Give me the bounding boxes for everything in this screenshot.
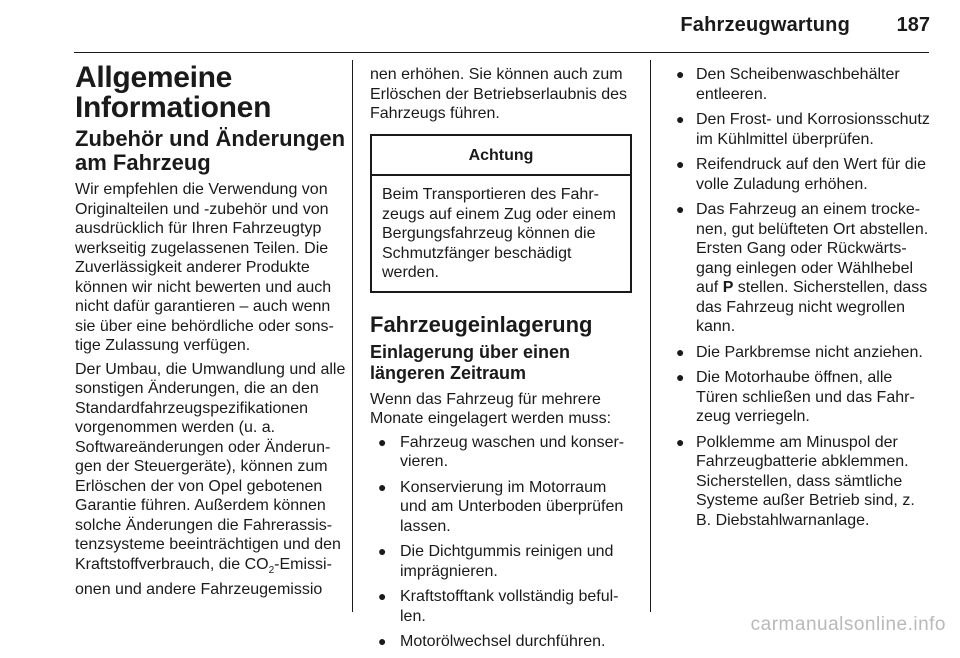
bullet-icon: ● [378, 478, 387, 495]
header-title: Fahrzeugwartung [680, 14, 850, 36]
list-item-text: Motorölwechsel durchführen. [400, 633, 606, 650]
gear-key-p: P [722, 279, 734, 296]
list-item-text: Konservierung im Motorraum und am Unterboden überprüfen lassen. [400, 478, 624, 535]
list-item-text: Polklemme am Minuspol der Fahrzeugbatterie abklemmen. Sicherstellen, dass sämtliche Systeme außer Betrieb sind, z. B. Diebstahlwarnanlage. [696, 433, 915, 529]
column-1 [75, 63, 350, 604]
list-item [370, 542, 632, 581]
heading-fahrzeugeinlagerung: Fahrzeugeinlagerung [370, 311, 593, 337]
column-divider-2 [650, 60, 651, 612]
bullet-icon: ● [378, 633, 387, 649]
list-item-text: Den Scheibenwaschbehälter entleeren. [696, 66, 900, 103]
list-item [370, 587, 632, 626]
bullet-icon: ● [676, 343, 685, 360]
paragraph-parts-recommendation: Wir empfehlen die Verwendung von Originalteilen und -zubehör und von ausdrücklich für Ihren Fahrzeugtyp werkseitig zugelassenen Teilen. Die Zuverlässigkeit anderer Produkte können wir nicht bewerten und auch nicht dafür garantieren – auch wenn sie über eine behördliche oder sonstige Zulassung verfügen. [75, 181, 334, 354]
storage-list-continued [670, 65, 932, 530]
page-header [0, 0, 960, 52]
list-item [670, 343, 932, 363]
storage-list [370, 433, 632, 652]
list-item-text: Die Motorhaube öffnen, alle Türen schließen und das Fahrzeug verriegeln. [696, 369, 915, 425]
list-item-text-end: stellen. Sicherstellen, dass das Fahrzeug nicht wegrollen kann. [696, 279, 928, 335]
header-rule [74, 52, 929, 53]
column-2 [370, 65, 632, 658]
page-number: 187 [896, 14, 930, 36]
list-item [670, 200, 932, 337]
bullet-icon: ● [676, 66, 685, 82]
bullet-icon: ● [676, 201, 685, 217]
bullet-icon: ● [676, 156, 685, 172]
list-item-text: Reifendruck auf den Wert für die volle Zuladung erhöhen. [696, 156, 927, 193]
list-item [670, 110, 932, 149]
paragraph-continued: nen erhöhen. Sie können auch zum Erlöschen der Betriebserlaubnis des Fahrzeugs führen. [370, 66, 628, 122]
section-heading-allgemeine: Allgemeine Informationen [75, 61, 272, 124]
list-item-text: Fahrzeug waschen und konservieren. [400, 433, 625, 470]
list-item [670, 65, 932, 104]
subheading-einlagerung: Einlagerung über einen längeren Zeitraum [370, 341, 571, 383]
caution-text: Beim Transportieren des Fahrzeugs auf einem Zug oder einem Bergungsfahrzeug können die Schmutzfänger beschädigt werden. [382, 186, 616, 281]
subheading-zubehoer: Zubehör und Änderungen am Fahrzeug [75, 126, 346, 175]
co2-subscript: 2 [268, 564, 275, 576]
bullet-icon: ● [378, 433, 387, 450]
column-3 [670, 65, 932, 536]
list-item-text: Die Dichtgummis reinigen und imprägnieren. [400, 543, 614, 580]
list-item-text: Den Frost- und Korrosionsschutz im Kühlmittel überprüfen. [696, 111, 930, 148]
list-item [370, 433, 632, 472]
storage-intro: Wenn das Fahrzeug für mehrere Monate eingelagert werden muss: [370, 390, 612, 427]
column-divider-1 [352, 60, 353, 612]
bullet-icon: ● [676, 111, 685, 127]
caution-box [370, 134, 632, 293]
list-item-text: Kraftstofftank vollständig befullen. [400, 588, 619, 625]
list-item-text: Die Parkbremse nicht anziehen. [696, 343, 923, 361]
paragraph-modifications [75, 360, 350, 600]
list-item [670, 433, 932, 531]
list-item-text: Das Fahrzeug an einem trockenen, gut belüfteten Ort abstellen. Ersten Gang oder Rückwärtsgang einlegen oder Wählhebel auf [696, 201, 929, 296]
list-item [670, 155, 932, 194]
watermark: carmanualsonline.info [750, 614, 946, 635]
paragraph-modifications-text: Der Umbau, die Umwandlung und alle sonstigen Änderungen, die an den Standardfahrzeugspezifikationen vorgenommen werden (u. a. Softwareänderungen oder Änderungen der Steuergeräte), können zum Erlöschen der von Opel gebotenen Garantie führen. Außerdem können solche Änderungen die Fahrerassistenzsysteme beeinträchtigen und den Kraftstoffverbrauch, die CO [75, 360, 346, 573]
caution-title: Achtung [372, 136, 630, 177]
paragraph-modifications-text-end: -Emissionen und andere Fahrzeugemissio [75, 555, 332, 599]
bullet-icon: ● [378, 543, 387, 559]
bullet-icon: ● [676, 369, 685, 385]
bullet-icon: ● [676, 433, 685, 450]
bullet-icon: ● [378, 588, 387, 604]
list-item [670, 368, 932, 427]
list-item [370, 478, 632, 537]
